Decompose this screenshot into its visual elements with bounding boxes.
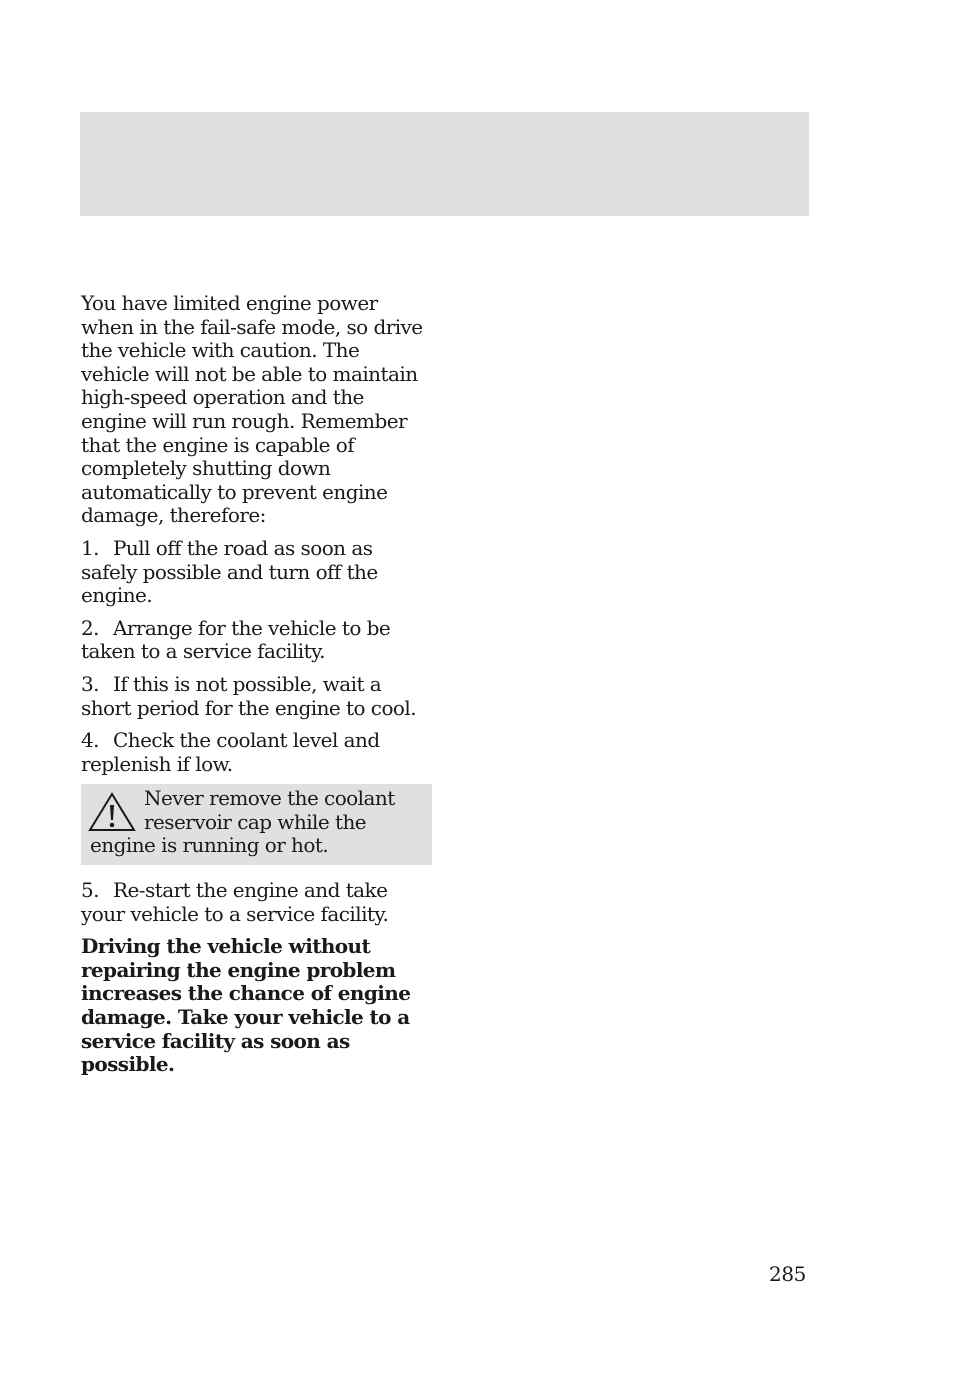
step-number: 4. [81, 728, 99, 753]
step-text: Re-start the engine and take your vehicle to a service facility. [81, 878, 389, 926]
step-text: If this is not possible, wait a short period for the engine to cool. [81, 671, 417, 720]
warning-text: Never remove the coolant reservoir cap while the engine is running or hot. [90, 786, 395, 858]
step-text: Pull off the road as soon as safely possible and turn off the engine. [81, 535, 378, 608]
step-1 [81, 537, 433, 608]
step-2 [81, 617, 433, 664]
intro-paragraph: You have limited engine power when in the fail-safe mode, so drive the vehicle with caution. The vehicle will not be able to maintain high-speed operation and the engine will run rough. Remember that the engine is capable of completely shutting down automatically to prevent engine damage, therefore: [81, 291, 423, 528]
step-5 [81, 879, 433, 926]
header-band [80, 112, 809, 216]
step-text: Arrange for the vehicle to be taken to a service facility. [81, 615, 391, 664]
step-number: 1. [81, 535, 99, 560]
step-number: 2. [81, 615, 99, 640]
main-column [81, 292, 433, 1077]
step-number: 3. [81, 671, 99, 696]
warning-box [81, 784, 432, 865]
page-number: 285 [769, 1262, 806, 1286]
step-4 [81, 729, 433, 776]
step-text: Check the coolant level and replenish if low. [81, 728, 380, 776]
step-number: 5. [81, 878, 99, 903]
step-3 [81, 673, 433, 720]
notice-paragraph: Driving the vehicle without repairing the engine problem increases the chance of engine damage. Take your vehicle to a service facility as soon as possible. [81, 934, 411, 1077]
warning-triangle-icon [88, 792, 136, 832]
